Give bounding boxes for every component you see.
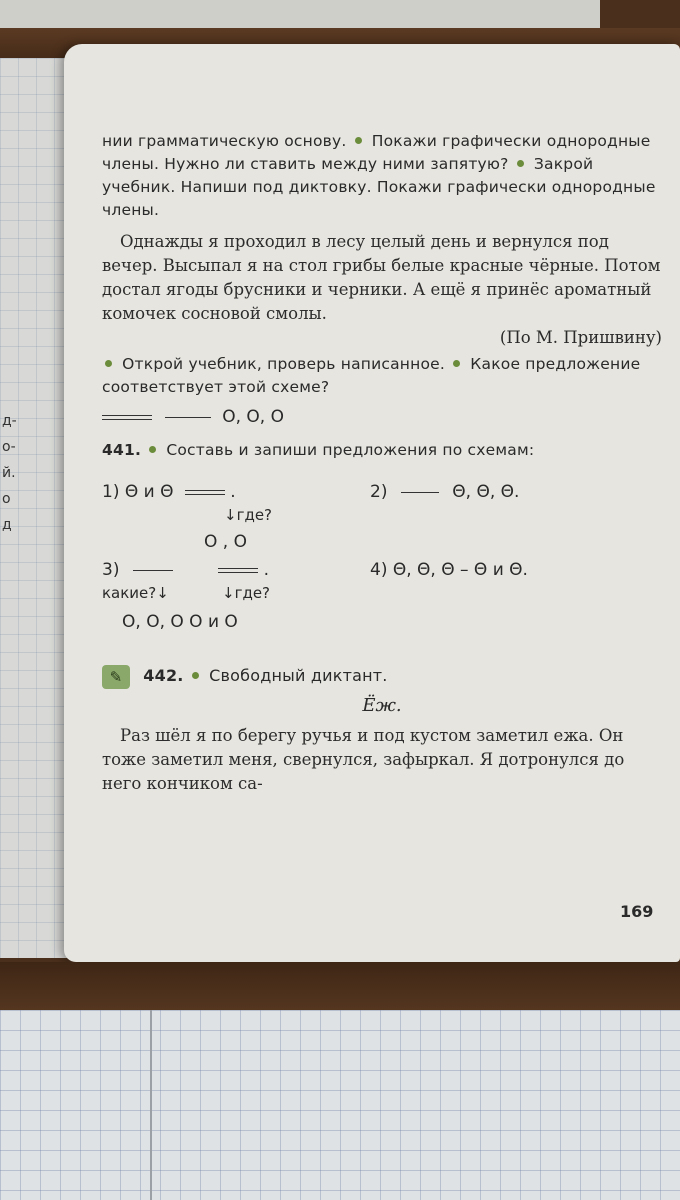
scheme-4 (370, 560, 528, 580)
pencil-icon: ✎ (102, 665, 130, 689)
story-text: Однажды я проходил в лесу целый день и вернулся под вечер. Высыпал я на стол грибы белые красные чёрные. Потом достал ягоды брусники и черники. А ещё я принёс ароматный комочек сосновой смолы. (102, 232, 661, 323)
task-number: 442. (143, 666, 184, 685)
scheme-3: 3) . (102, 560, 270, 580)
left-letter: д- (2, 413, 17, 429)
bullet-icon (453, 360, 460, 367)
scheme-label: 1) (102, 482, 120, 502)
intro-line: Покажи графически однородные члены. Нужно ли ставить между ними запятую? (102, 132, 651, 173)
scheme-tail: О, О, О (222, 407, 284, 427)
notebook-fold (150, 1010, 152, 1200)
intro-task (102, 130, 662, 222)
scheme-text: Θ, Θ, Θ. (452, 482, 520, 502)
check-task-part1: Открой учебник, проверь написанное. (122, 355, 446, 373)
textbook-page (64, 44, 680, 962)
background-book (0, 0, 600, 30)
task-text: Составь и запиши предложения по схемам: (166, 441, 535, 459)
left-letter: й. (2, 465, 16, 481)
predicate-line (185, 490, 225, 495)
left-letter: о- (2, 439, 16, 455)
bullet-icon (105, 360, 112, 367)
subject-line (401, 492, 439, 493)
sentence-scheme (102, 407, 662, 427)
notebook (0, 1010, 680, 1200)
left-letter: о (2, 491, 11, 507)
check-task (102, 353, 662, 399)
task-441 (102, 439, 662, 462)
scheme-label: 4) (370, 560, 388, 580)
page-number: 169 (620, 902, 654, 921)
scheme-label: 3) (102, 560, 120, 580)
task-number: 441. (102, 441, 142, 459)
intro-line: Закрой учебник. Напиши под диктовку. Покажи графически однородные члены. (102, 155, 656, 219)
left-letter: д (2, 517, 12, 533)
scheme-text: Θ, Θ, Θ – Θ и Θ. (392, 560, 528, 580)
left-page-letters (2, 408, 22, 538)
check-task-part2: Какое предложение соответствует этой схеме? (102, 355, 641, 396)
intro-line: нии грамматическую основу. (102, 132, 347, 150)
scheme-2 (370, 482, 519, 502)
bullet-icon (355, 137, 362, 144)
predicate-line (102, 415, 152, 420)
story-author: (По М. Пришвину) (499, 328, 662, 347)
scheme-label: 2) (370, 482, 388, 502)
schemes-block (102, 472, 662, 662)
subject-line (165, 417, 211, 418)
dictation-text: Раз шёл я по берегу ручья и под кустом заметил ежа. Он тоже заметил меня, свернулся, зафыркал. Я дотронулся до него кончиком са- (102, 725, 625, 793)
dictation-title: Ёж. (362, 694, 402, 716)
scheme-3-question-1: какие?↓ (102, 584, 169, 602)
scheme-1: 1) Θ и Θ . (102, 482, 236, 502)
bullet-icon (517, 160, 524, 167)
bullet-icon (192, 672, 199, 679)
task-text: Свободный диктант. (209, 666, 388, 685)
task-442 (102, 664, 662, 689)
scheme-3-question-2: ↓где? (222, 584, 271, 602)
scheme-1-sub: О , О (204, 532, 247, 552)
scheme-text: Θ и Θ (124, 482, 174, 502)
scheme-1-question: ↓где? (224, 506, 273, 524)
scheme-3-sub: О, О, О О и О (122, 612, 238, 632)
subject-line (133, 570, 173, 571)
page-body (102, 130, 662, 796)
predicate-line (218, 568, 258, 573)
bullet-icon (149, 446, 156, 453)
